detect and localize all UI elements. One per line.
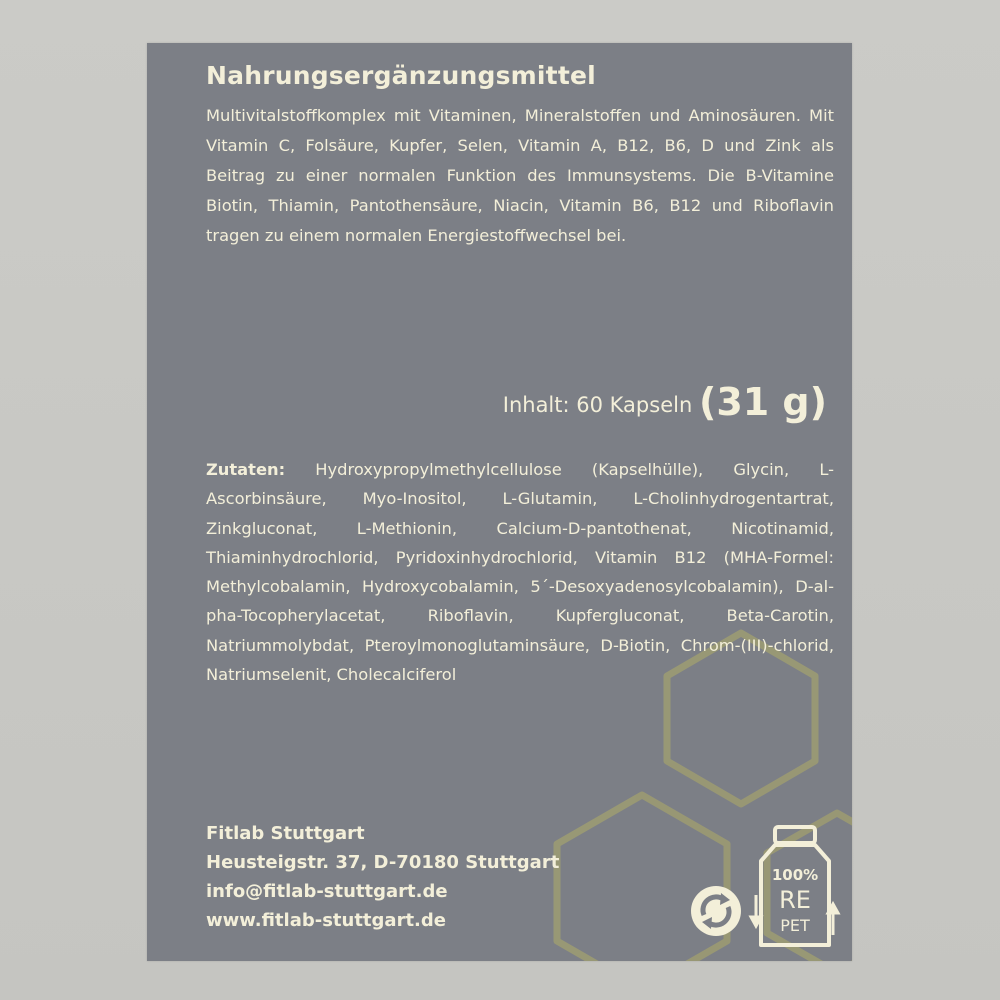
ingredients-heading: Zutaten:: [206, 460, 286, 479]
company-name: Fitlab Stuttgart: [206, 823, 365, 844]
product-label: [147, 43, 852, 961]
product-description: Multivitalstoffkomplex mit Vitaminen, Mineralstoffen und Aminosäuren. Mit Vitamin C, Folsäure, Kupfer, Selen, Vitamin A, B12, B6, D und Zink als Beitrag zu einer normalen Funktion des Immunsystems. Die B-Vitamine Biotin, Thiamin, Pantothensäure, Niacin, Vitamin B6, B12 und Riboflavin tragen zu einem normalen Energiestoffwechsel bei.: [206, 106, 834, 245]
manufacturer-address: [206, 819, 559, 935]
pet-line-pet: PET: [780, 916, 810, 935]
content-weight: (31 g): [698, 380, 827, 424]
package-content: [503, 380, 827, 424]
pet-bottle-badge: [747, 823, 842, 953]
content-count: Inhalt: 60 Kapseln: [502, 393, 693, 417]
ingredients-list: [206, 455, 834, 689]
pet-line-re: RE: [779, 886, 811, 914]
street-address: Heusteigstr. 37, D-70180 Stuttgart: [206, 852, 560, 873]
pet-bottle-icon: [747, 823, 842, 953]
product-category-title: Nahrungsergänzungsmittel: [206, 61, 596, 90]
email-address: info@fitlab-stuttgart.de: [206, 881, 448, 902]
pet-percent: 100%: [771, 866, 819, 884]
website-address: www.fitlab-stuttgart.de: [206, 910, 446, 931]
recycle-icon: [690, 885, 742, 937]
ingredients-text: Hydroxypropylmethylcellulose (Kapselhülle), Glycin, L-Ascorbinsäure, Myo-Inositol, L-Glutamin, L-Cholinhydrogentartrat, Zinkgluconat, L-Methionin, Calcium-D-pantothenat, Nicotinamid, Thiaminhydrochlorid, Pyridoxinhydrochlorid, Vitamin B12 (MHA-Formel: Methylcobalamin, Hydroxycobalamin, 5´-Desoxyadenosylcobalamin), D-alpha-Tocopherylacetat, Riboflavin, Kupfergluconat, Beta-Carotin, Natriummolybdat, Pteroylmonoglutaminsäure, D-Biotin, Chrom-(III)-chlorid, Natriumselenit, Cholecalciferol: [206, 460, 834, 685]
